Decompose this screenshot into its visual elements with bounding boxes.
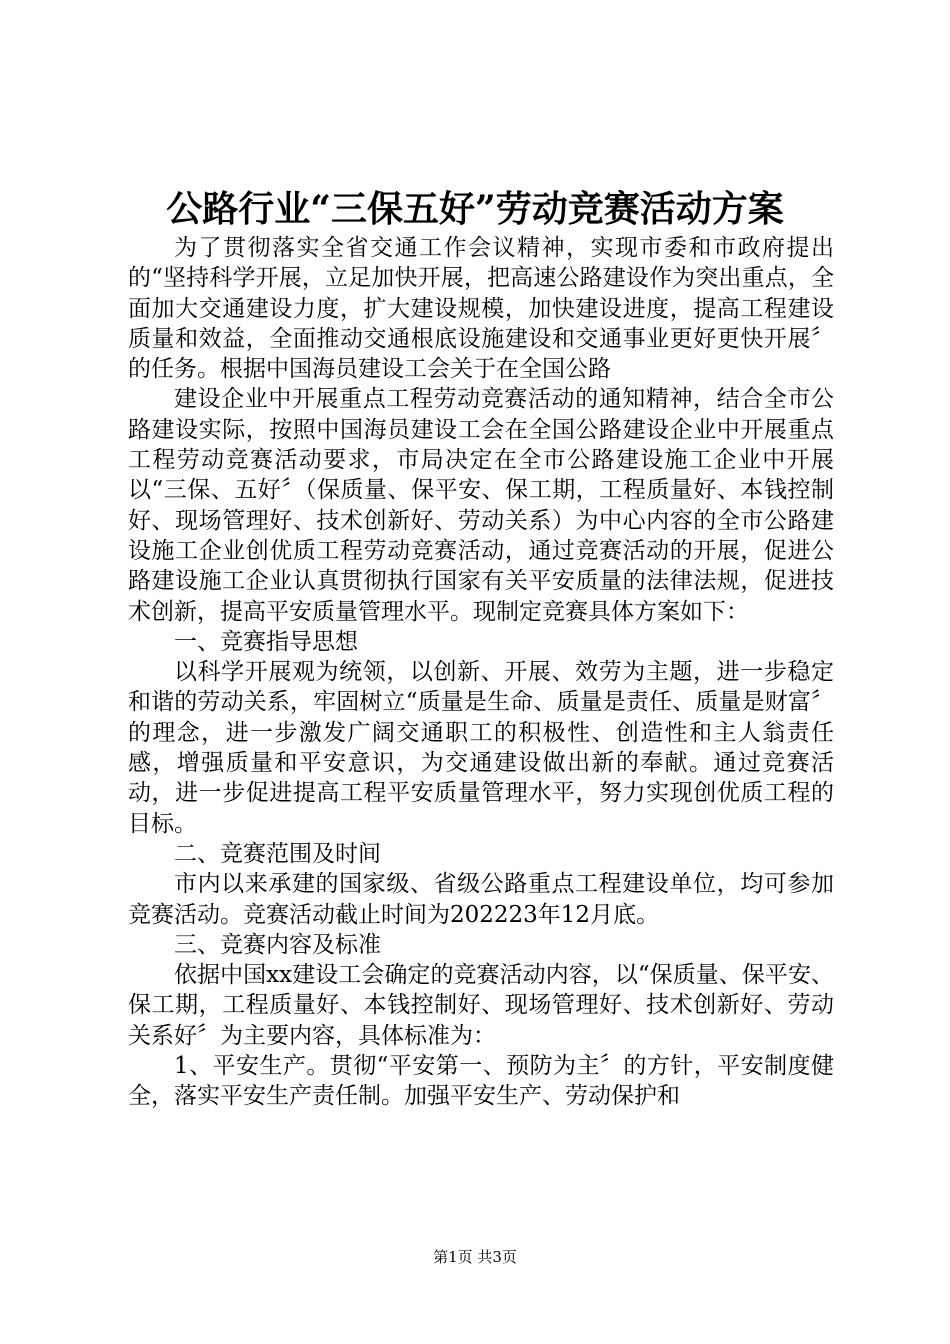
paragraph-background: 建设企业中开展重点工程劳动竞赛活动的通知精神，结合全市公路建设实际，按照中国海员建设工会在全国公路建设企业中开展重点工程劳动竞赛活动要求，市局决定在全市公路建设施工企业中开展以“三保、五好〞（保质量、保平安、保工期，工程质量好、本钱控制好、现场管理好、技术创新好、劳动关系）为中心内容的全市公路建设施工企业创优质工程劳动竞赛活动，通过竞赛活动的开展，促进公路建设施工企业认真贯彻执行国家有关平安质量的法律法规，促进技术创新，提高平安质量管理水平。现制定竞赛具体方案如下： [128,386,834,625]
page-title: 公路行业“三保五好”劳动竞赛活动方案 [166,188,784,230]
paragraph-safety-production: 1、平安生产。贯彻“平安第一、预防为主〞的方针，平安制度健全，落实平安生产责任制。加强平安生产、劳动保护和 [128,1053,834,1110]
document-body [128,233,834,1112]
section-heading-guiding-idea: 一、竞赛指导思想 [174,628,358,655]
section-heading-content-standards: 三、竞赛内容及标准 [174,931,381,958]
page-number-footer: 第1页 共3页 [433,1248,517,1266]
paragraph-scope-time: 市内以来承建的国家级、省级公路重点工程建设单位，均可参加竞赛活动。竞赛活动截止时间为202223年12月底。 [128,871,834,928]
paragraph-intro: 为了贯彻落实全省交通工作会议精神，实现市委和市政府提出的“坚持科学开展，立足加快开展，把高速公路建设作为突出重点，全面加大交通建设力度，扩大建设规模，加快建设进度，提高工程建设质量和效益，全面推动交通根底设施建设和交通事业更好更快开展〞的任务。根据中国海员建设工会关于在全国公路 [128,235,834,383]
section-heading-scope-time: 二、竞赛范围及时间 [174,840,381,867]
paragraph-guiding-idea: 以科学开展观为统领，以创新、开展、效劳为主题，进一步稳定和谐的劳动关系，牢固树立“质量是生命、质量是责任、质量是财富〞的理念，进一步激发广阔交通职工的积极性、创造性和主人翁责任感，增强质量和平安意识，为交通建设做出新的奉献。通过竞赛活动，进一步促进提高工程平安质量管理水平，努力实现创优质工程的目标。 [128,659,834,837]
paragraph-content-standards: 依据中国xx建设工会确定的竞赛活动内容，以“保质量、保平安、保工期，工程质量好、本钱控制好、现场管理好、技术创新好、劳动关系好〞为主要内容，具体标准为： [128,962,834,1049]
